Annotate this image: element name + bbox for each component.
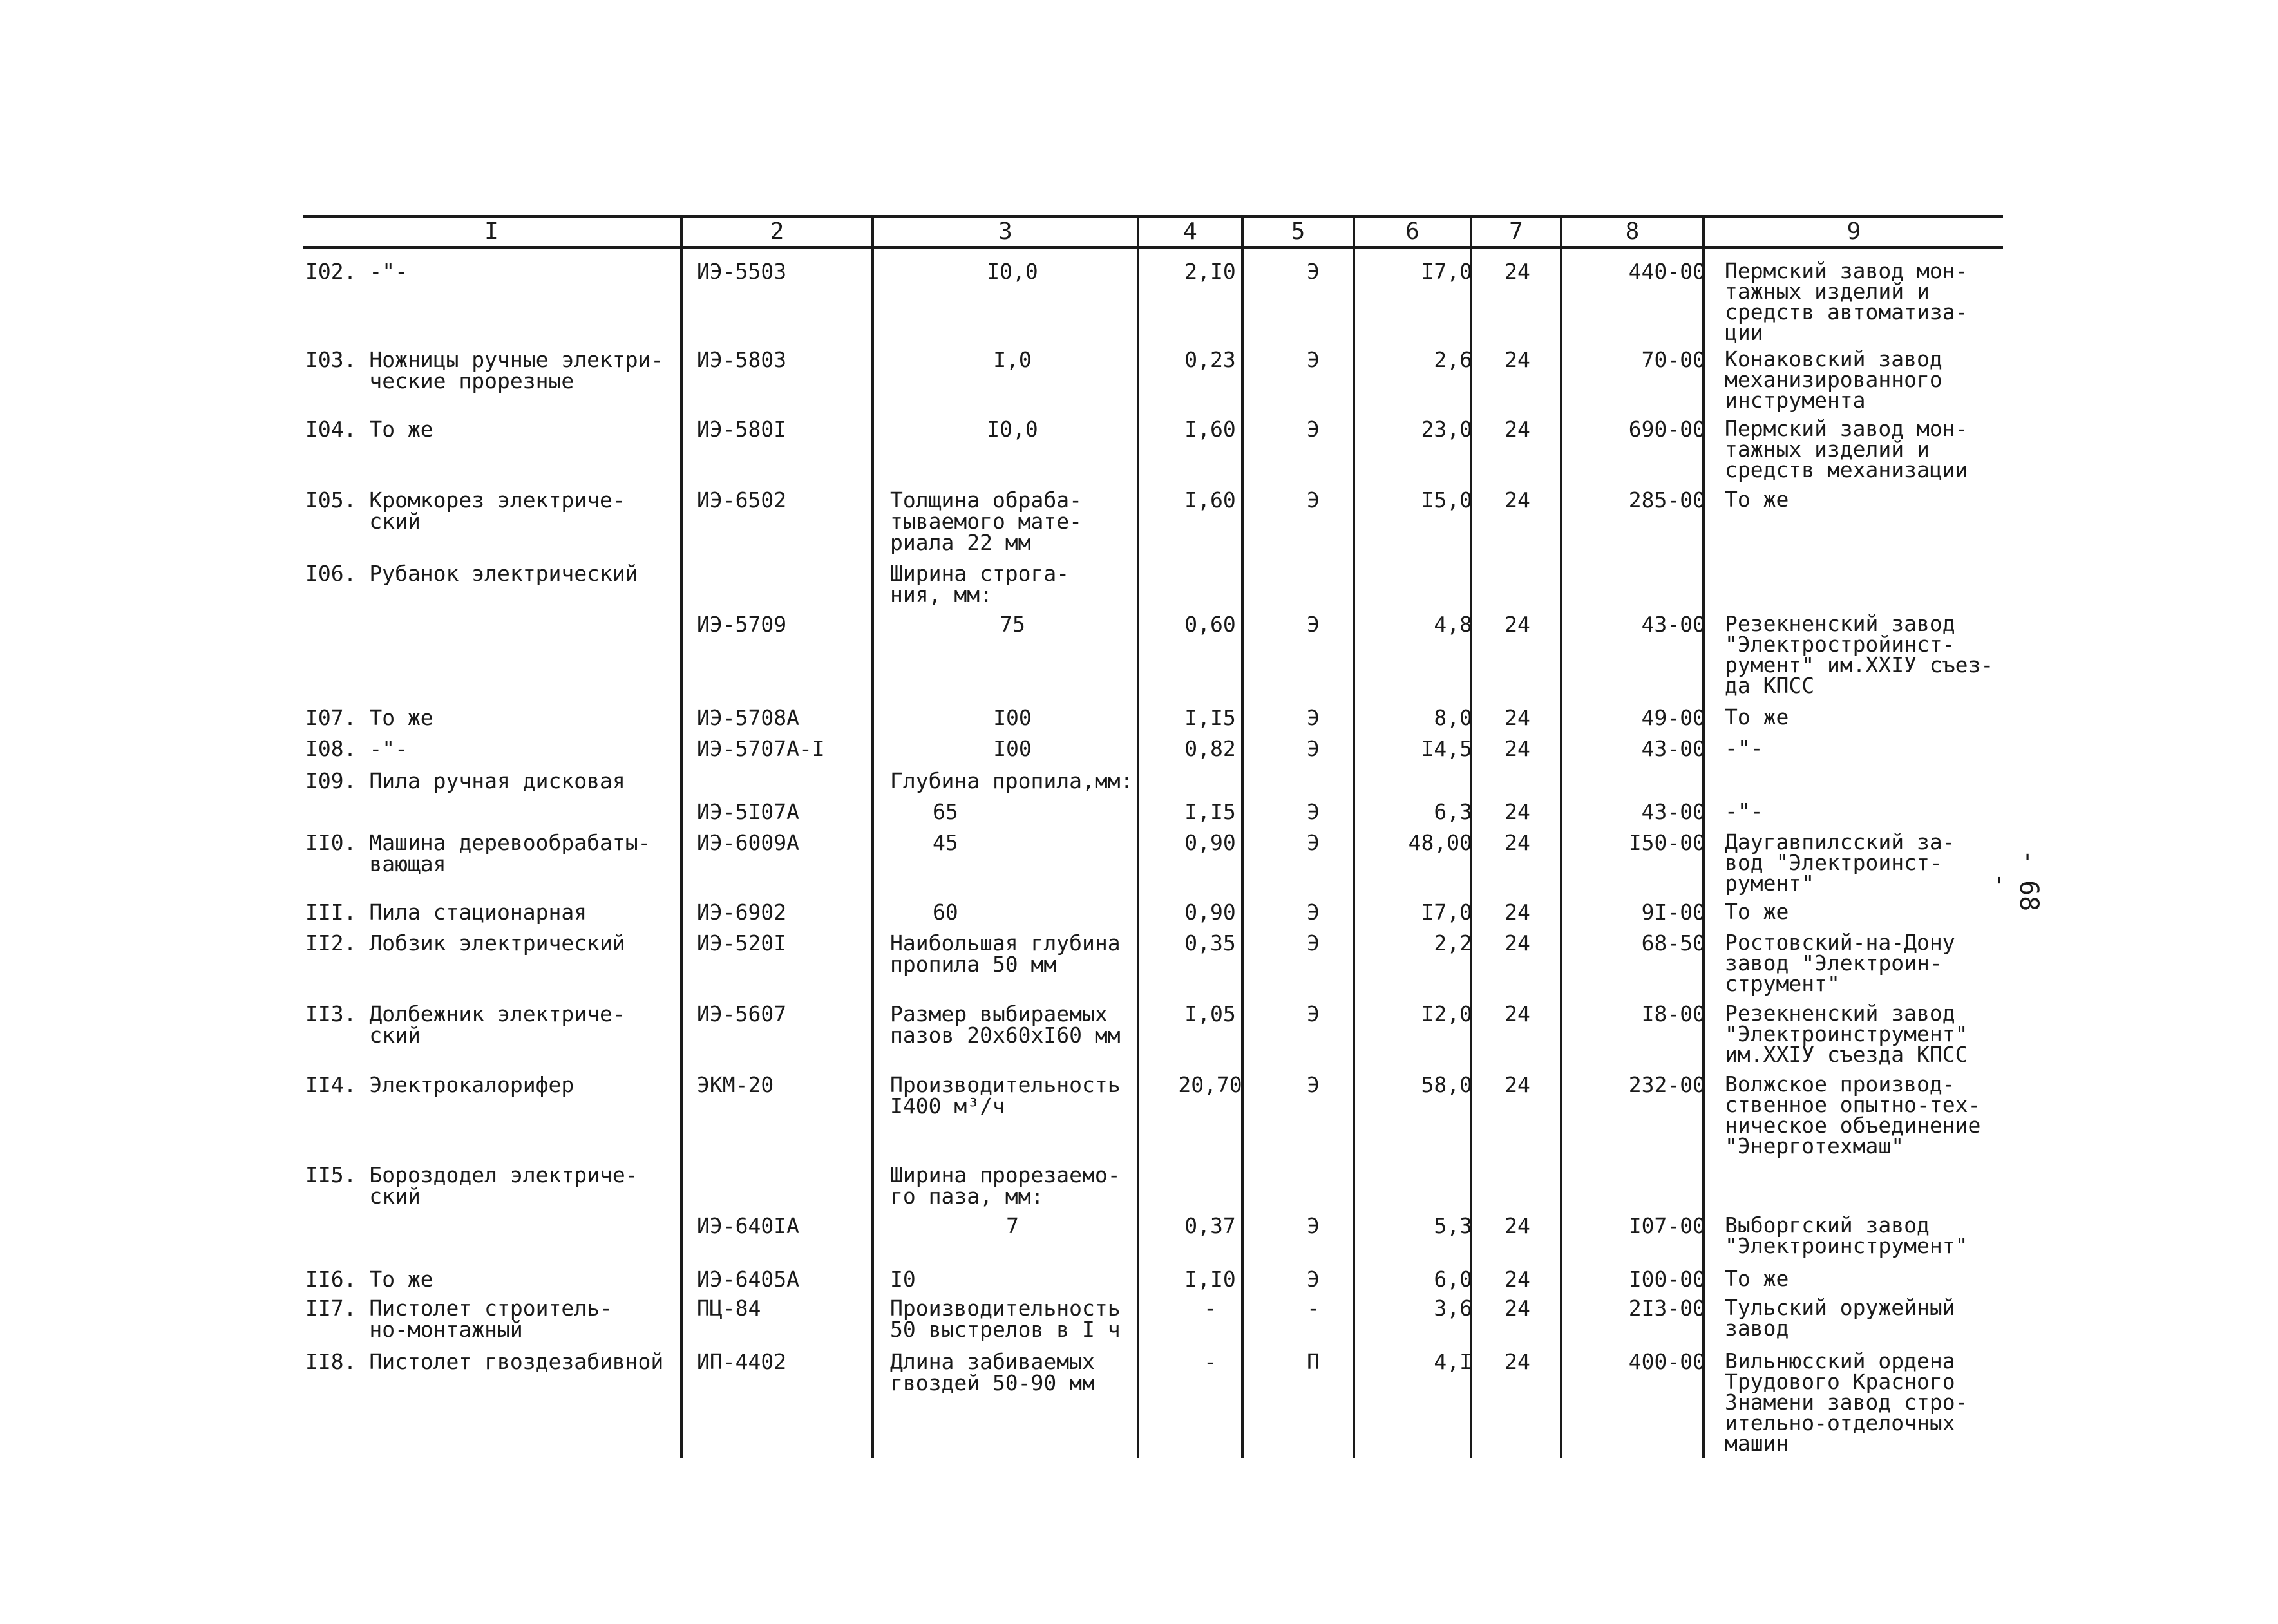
item-mass: 2,2 — [1434, 930, 1472, 956]
item-spec: Толщина обраба- тываемого мате- риала 22 мм — [890, 487, 1083, 555]
item-name: II3. Долбежник электриче- ский — [305, 1001, 625, 1048]
item-spec: Производительность I400 м³/ч — [890, 1072, 1121, 1119]
item-spec: I0 — [890, 1267, 916, 1292]
item-count: 24 — [1504, 487, 1530, 513]
item-model: ИЭ-6502 — [697, 487, 787, 513]
item-count: 24 — [1504, 1267, 1530, 1292]
item-power: 0,90 — [1184, 830, 1236, 855]
item-mass: 4,I — [1434, 1349, 1472, 1374]
item-power: I,I5 — [1184, 705, 1236, 730]
column-header: 9 — [1846, 218, 1861, 245]
item-mass: 6,0 — [1434, 1267, 1472, 1292]
item-manufacturer: Резекненский завод "Электроинструмент" им.XXIУ съезда КПСС — [1725, 1001, 1968, 1067]
item-manufacturer: Резекненский завод "Электростройинст- румент" им.XXIУ съез- да КПСС — [1725, 611, 1994, 698]
item-type: Э — [1307, 1001, 1320, 1026]
item-count: 24 — [1504, 705, 1530, 730]
item-count: 24 — [1504, 930, 1530, 956]
item-price: 43-00 — [1641, 736, 1705, 761]
item-power: I,60 — [1184, 417, 1236, 442]
item-count: 24 — [1504, 830, 1530, 855]
item-model: ИЭ-5803 — [697, 347, 787, 372]
item-count: 24 — [1504, 259, 1530, 284]
item-spec: 75 — [1000, 612, 1025, 637]
column-divider — [680, 215, 683, 1458]
item-model: ИЭ-5708А — [697, 705, 799, 730]
item-price: 49-00 — [1641, 705, 1705, 730]
item-count: 24 — [1504, 347, 1530, 372]
item-spec: Производительность 50 выстрелов в I ч — [890, 1296, 1121, 1342]
item-model: ИЭ-6009А — [697, 830, 799, 855]
item-manufacturer: Конаковский завод механизированного инструмента — [1725, 346, 1942, 413]
item-price: 440-00 — [1628, 259, 1705, 284]
column-header: 5 — [1291, 218, 1305, 245]
item-type: Э — [1307, 1213, 1320, 1238]
item-mass: 23,0 — [1421, 417, 1472, 442]
item-power: 0,60 — [1184, 612, 1236, 637]
item-type: Э — [1307, 705, 1320, 730]
item-spec: I00 — [993, 705, 1032, 730]
item-model: ЭКМ-20 — [697, 1072, 774, 1097]
item-spec: 60 — [933, 900, 958, 925]
item-type: Э — [1307, 417, 1320, 442]
item-power: - — [1204, 1349, 1217, 1374]
item-type: Э — [1307, 1267, 1320, 1292]
item-manufacturer: Даугавпилсский за- вод "Электроинст- румент" — [1725, 829, 1955, 896]
item-manufacturer: Вильнюсский ордена Трудового Красного Знамени завод стро- ительно-отделочных машин — [1725, 1348, 1968, 1456]
item-spec: I00 — [993, 736, 1032, 761]
column-header: 6 — [1405, 218, 1419, 245]
item-name: I02. -"- — [305, 259, 408, 284]
item-count: 24 — [1504, 900, 1530, 925]
item-price: 285-00 — [1628, 487, 1705, 513]
item-power: I,05 — [1184, 1001, 1236, 1026]
item-power: I,I5 — [1184, 799, 1236, 824]
item-name: I07. То же — [305, 705, 433, 730]
item-mass: I7,0 — [1421, 259, 1472, 284]
item-name: I03. Ножницы ручные электри- ческие прорезные — [305, 347, 664, 393]
item-name: II6. То же — [305, 1267, 433, 1292]
item-mass: 3,6 — [1434, 1296, 1472, 1321]
item-spec: I,0 — [993, 347, 1032, 372]
column-header: 7 — [1509, 218, 1523, 245]
item-price: 232-00 — [1628, 1072, 1705, 1097]
item-manufacturer: Волжское производ- ственное опытно-тех- ническое объединение "Энерготехмаш" — [1725, 1072, 1981, 1158]
item-model: ИЭ-6902 — [697, 900, 787, 925]
item-model: ИЭ-5I07А — [697, 799, 799, 824]
item-price: 2I3-00 — [1628, 1296, 1705, 1321]
item-spec: Глубина пропила,мм: — [890, 768, 1134, 793]
item-mass: I2,0 — [1421, 1001, 1472, 1026]
item-name: III. Пила стационарная — [305, 900, 587, 925]
item-price: 9I-00 — [1641, 900, 1705, 925]
item-manufacturer: Пермский завод мон- тажных изделий и средств механизации — [1725, 416, 1968, 482]
item-price: I07-00 — [1628, 1213, 1705, 1238]
item-price: 70-00 — [1641, 347, 1705, 372]
column-header: I — [484, 218, 498, 245]
item-mass: 8,0 — [1434, 705, 1472, 730]
item-name: II4. Электрокалорифер — [305, 1072, 574, 1097]
column-header: 3 — [998, 218, 1012, 245]
item-count: 24 — [1504, 1349, 1530, 1374]
item-mass: 2,6 — [1434, 347, 1472, 372]
column-header: 2 — [770, 218, 784, 245]
item-type: Э — [1307, 612, 1320, 637]
item-type: Э — [1307, 487, 1320, 513]
item-manufacturer: То же — [1725, 487, 1789, 512]
item-spec: I0,0 — [987, 417, 1038, 442]
item-manufacturer: То же — [1725, 899, 1789, 924]
item-count: 24 — [1504, 612, 1530, 637]
item-mass: I7,0 — [1421, 900, 1472, 925]
item-manufacturer: Ростовский-на-Дону завод "Электроин- струмент" — [1725, 930, 1955, 996]
item-count: 24 — [1504, 799, 1530, 824]
header-bottom-rule — [303, 246, 2003, 249]
column-header: 4 — [1183, 218, 1197, 245]
item-price: 43-00 — [1641, 612, 1705, 637]
item-power: 0,82 — [1184, 736, 1236, 761]
item-spec: Ширина строга- ния, мм: — [890, 561, 1070, 607]
item-type: Э — [1307, 347, 1320, 372]
item-type: Э — [1307, 1072, 1320, 1097]
item-price: I8-00 — [1641, 1001, 1705, 1026]
item-model: ИЭ-6405А — [697, 1267, 799, 1292]
item-manufacturer: Пермский завод мон- тажных изделий и средств автоматиза- ции — [1725, 258, 1968, 345]
item-model: ИЭ-5709 — [697, 612, 787, 637]
item-name: II2. Лобзик электрический — [305, 930, 625, 956]
item-power: 2,I0 — [1184, 259, 1236, 284]
item-name: I04. То же — [305, 417, 433, 442]
item-spec: 65 — [933, 799, 958, 824]
item-spec: Размер выбираемых пазов 20х60хI60 мм — [890, 1001, 1121, 1048]
item-model: ИЭ-640IА — [697, 1213, 799, 1238]
item-mass: 6,3 — [1434, 799, 1472, 824]
item-type: П — [1307, 1349, 1320, 1374]
item-mass: 48,00 — [1408, 830, 1472, 855]
item-name: II0. Машина деревообрабаты- вающая — [305, 830, 651, 876]
item-power: 0,35 — [1184, 930, 1236, 956]
item-power: 0,90 — [1184, 900, 1236, 925]
item-spec: 7 — [1006, 1213, 1019, 1238]
item-spec: Ширина прорезаемо- го паза, мм: — [890, 1162, 1121, 1209]
item-type: Э — [1307, 930, 1320, 956]
item-manufacturer: То же — [1725, 1266, 1789, 1291]
item-type: - — [1307, 1296, 1320, 1321]
item-manufacturer: -"- — [1725, 735, 1763, 760]
item-price: 68-50 — [1641, 930, 1705, 956]
item-mass: 58,0 — [1421, 1072, 1472, 1097]
item-type: Э — [1307, 900, 1320, 925]
item-price: 690-00 — [1628, 417, 1705, 442]
item-model: ИЭ-5503 — [697, 259, 787, 284]
item-name: I05. Кромкорез электриче- ский — [305, 487, 625, 534]
item-model: ИЭ-580I — [697, 417, 787, 442]
item-name: II8. Пистолет гвоздезабивной — [305, 1349, 664, 1374]
item-mass: 5,3 — [1434, 1213, 1472, 1238]
item-manufacturer: То же — [1725, 704, 1789, 730]
item-model: ИЭ-520I — [697, 930, 787, 956]
item-type: Э — [1307, 259, 1320, 284]
item-model: ИП-4402 — [697, 1349, 787, 1374]
item-manufacturer: Тульский оружейный завод — [1725, 1295, 1955, 1341]
item-type: Э — [1307, 736, 1320, 761]
item-power: 20,70 — [1178, 1072, 1242, 1097]
item-manufacturer: -"- — [1725, 798, 1763, 824]
item-mass: 4,8 — [1434, 612, 1472, 637]
column-header: 8 — [1625, 218, 1640, 245]
item-spec: I0,0 — [987, 259, 1038, 284]
item-power: 0,37 — [1184, 1213, 1236, 1238]
item-name: I06. Рубанок электрический — [305, 561, 638, 586]
item-manufacturer: Выборгский завод "Электроинструмент" — [1725, 1213, 1968, 1258]
item-price: 43-00 — [1641, 799, 1705, 824]
item-power: I,I0 — [1184, 1267, 1236, 1292]
item-spec: 45 — [933, 830, 958, 855]
page-number: - 68 - — [1986, 849, 2044, 912]
item-mass: I4,5 — [1421, 736, 1472, 761]
item-name: II5. Бороздодел электриче- ский — [305, 1162, 638, 1209]
item-power: - — [1204, 1296, 1217, 1321]
item-count: 24 — [1504, 1213, 1530, 1238]
item-spec: Длина забиваемых гвоздей 50-90 мм — [890, 1349, 1095, 1395]
table-top-rule — [303, 215, 2003, 218]
item-type: Э — [1307, 799, 1320, 824]
item-mass: I5,0 — [1421, 487, 1472, 513]
item-count: 24 — [1504, 1296, 1530, 1321]
item-name: I09. Пила ручная дисковая — [305, 768, 625, 793]
item-count: 24 — [1504, 736, 1530, 761]
item-count: 24 — [1504, 1001, 1530, 1026]
item-model: ИЭ-5707А-I — [697, 736, 825, 761]
item-type: Э — [1307, 830, 1320, 855]
item-name: II7. Пистолет строитель- но-монтажный — [305, 1296, 612, 1342]
item-spec: Наибольшая глубина пропила 50 мм — [890, 930, 1121, 977]
item-name: I08. -"- — [305, 736, 408, 761]
item-price: 400-00 — [1628, 1349, 1705, 1374]
item-count: 24 — [1504, 417, 1530, 442]
item-count: 24 — [1504, 1072, 1530, 1097]
item-model: ПЦ-84 — [697, 1296, 761, 1321]
item-power: 0,23 — [1184, 347, 1236, 372]
item-model: ИЭ-5607 — [697, 1001, 787, 1026]
item-power: I,60 — [1184, 487, 1236, 513]
item-price: I50-00 — [1628, 830, 1705, 855]
item-price: I00-00 — [1628, 1267, 1705, 1292]
